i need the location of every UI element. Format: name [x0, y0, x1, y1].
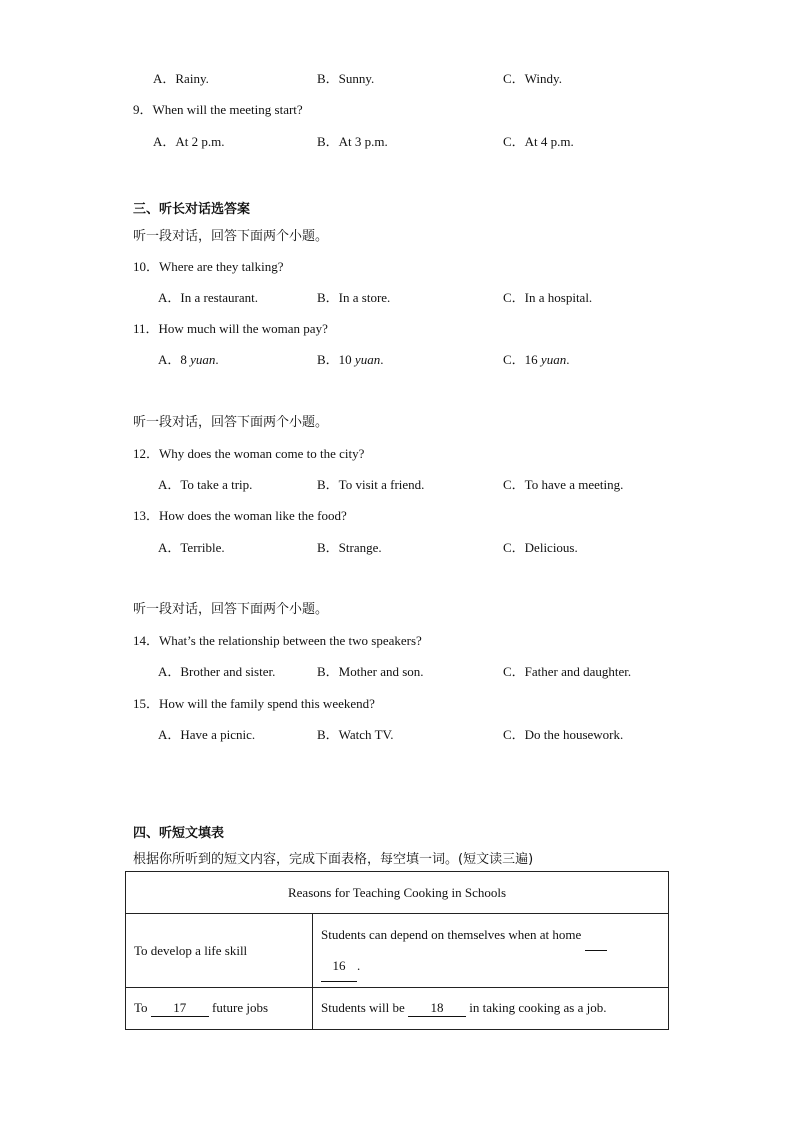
blank-18[interactable]: 18 — [408, 1000, 466, 1017]
table-row — [126, 914, 669, 988]
q11-option-a: A．8 yuan. — [158, 352, 219, 367]
table-title: Reasons for Teaching Cooking in Schools — [126, 872, 669, 914]
fill-in-table — [125, 871, 669, 1030]
q15-option-a: A．Have a picnic. — [158, 727, 256, 742]
reason-2-pre: To — [134, 1000, 148, 1015]
q15-option-c: C．Do the housework. — [503, 727, 624, 742]
table-cell-reason-1: To develop a life skill — [126, 914, 313, 988]
q10-option-a: A．In a restaurant. — [158, 290, 258, 305]
q14-option-a: A．Brother and sister. — [158, 664, 276, 679]
q12-option-b: B．To visit a friend. — [317, 477, 425, 492]
q13-option-a: A．Terrible. — [158, 540, 225, 555]
q13-option-c: C．Delicious. — [503, 540, 578, 555]
detail-1-end: . — [357, 957, 361, 973]
section3-heading: 三、听长对话选答案 — [133, 202, 251, 217]
q10-question: 10．Where are they talking? — [133, 259, 284, 274]
detail-1-text: Students can depend on themselves when at home — [321, 926, 582, 942]
blank-16-lead — [585, 920, 607, 951]
q14-option-c: C．Father and daughter. — [503, 664, 632, 679]
table-cell-reason-2 — [126, 988, 313, 1030]
q11-option-b: B．10 yuan. — [317, 352, 384, 367]
reason-2-post: future jobs — [212, 1000, 269, 1015]
q12-option-a: A．To take a trip. — [158, 477, 253, 492]
q11-question: 11．How much will the woman pay? — [133, 321, 328, 336]
q9-option-a: A．At 2 p.m. — [153, 134, 225, 149]
q8-option-a: A．Rainy. — [153, 71, 209, 86]
blank-16[interactable]: 16 — [321, 951, 357, 982]
section3-instruction-3: 听一段对话，回答下面两个小题。 — [133, 602, 329, 617]
detail-2-pre: Students will be — [321, 1000, 405, 1015]
section3-instruction-2: 听一段对话，回答下面两个小题。 — [133, 415, 329, 430]
section3-instruction-1: 听一段对话，回答下面两个小题。 — [133, 229, 329, 244]
q13-option-b: B．Strange. — [317, 540, 382, 555]
q14-question: 14．What’s the relationship between the two speakers? — [133, 633, 422, 648]
q9-option-c: C．At 4 p.m. — [503, 134, 574, 149]
q13-question: 13．How does the woman like the food? — [133, 508, 347, 523]
detail-2-post: in taking cooking as a job. — [469, 1000, 607, 1015]
q15-option-b: B．Watch TV. — [317, 727, 394, 742]
q9-option-b: B．At 3 p.m. — [317, 134, 388, 149]
q12-question: 12．Why does the woman come to the city? — [133, 446, 365, 461]
section4-instruction: 根据你所听到的短文内容，完成下面表格，每空填一词。(短文读三遍) — [133, 852, 534, 867]
table-cell-detail-2 — [313, 988, 669, 1030]
q15-question: 15．How will the family spend this weekend? — [133, 696, 375, 711]
q12-option-c: C．To have a meeting. — [503, 477, 624, 492]
table-title-row — [126, 872, 669, 914]
q8-option-c: C．Windy. — [503, 71, 562, 86]
q8-option-b: B．Sunny. — [317, 71, 375, 86]
table-row — [126, 988, 669, 1030]
q9-question: 9．When will the meeting start? — [133, 102, 303, 117]
q14-option-b: B．Mother and son. — [317, 664, 424, 679]
table-cell-detail-1 — [313, 914, 669, 988]
blank-17[interactable]: 17 — [151, 1000, 209, 1017]
q11-option-c: C．16 yuan. — [503, 352, 570, 367]
section4-heading: 四、听短文填表 — [133, 826, 225, 841]
q10-option-c: C．In a hospital. — [503, 290, 593, 305]
q10-option-b: B．In a store. — [317, 290, 391, 305]
